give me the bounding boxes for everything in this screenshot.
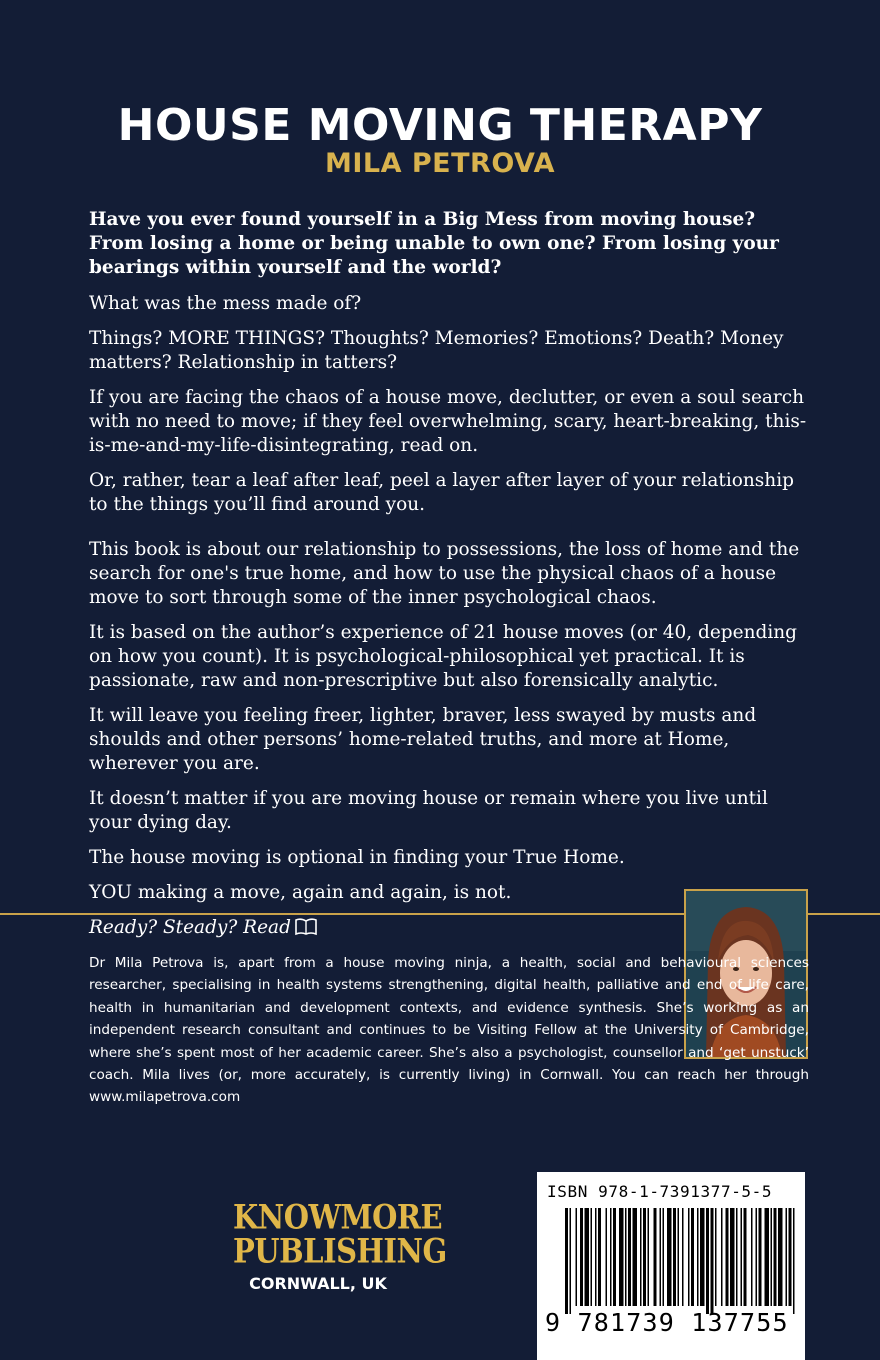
- barcode-bar: [715, 1208, 717, 1306]
- barcode-bar: [654, 1208, 657, 1306]
- barcode-bar: [759, 1208, 762, 1306]
- blurb-paragraph: The house moving is optional in finding your True Home.: [89, 847, 625, 868]
- blurb-paragraph: YOU making a move, again and again, is not.: [89, 882, 512, 903]
- blurb-paragraph: It doesn’t matter if you are moving house or remain where you live until your dying day.: [89, 788, 768, 833]
- barcode-bar: [625, 1208, 627, 1306]
- barcode-bar: [660, 1208, 662, 1306]
- blurb-paragraph: It will leave you feeling freer, lighter, braver, less swayed by musts and shoulds and other persons’ home-related truths, and more at Home, wherever you are.: [89, 705, 757, 774]
- barcode-bar: [730, 1208, 735, 1306]
- barcode-bar: [744, 1208, 747, 1306]
- publisher-name-line2: PUBLISHING: [233, 1231, 447, 1271]
- barcode-bar: [789, 1208, 792, 1306]
- blurb-paragraph: It is based on the author’s experience of 21 house moves (or 40, depending on how you count). It is psychological-philosophical yet practical. It is passionate, raw and non-prescriptive but also forensically analytic.: [89, 622, 798, 691]
- blurb-lead: Have you ever found yourself in a Big Mess from moving house? From losing a home or being unable to own one? From losing your bearings within yourself and the world?: [89, 209, 779, 278]
- barcode-bar: [793, 1208, 795, 1314]
- publisher-logo: [233, 1197, 447, 1293]
- barcode-bar: [619, 1208, 624, 1306]
- isbn-barcode: [537, 1172, 805, 1360]
- blurb-paragraph: If you are facing the chaos of a house move, declutter, or even a soul search with no need to move; if they feel overwhelming, scary, heart-breaking, this-is-me-and-my-life-disintegrating, read on.: [89, 387, 807, 456]
- ready-text: Ready? Steady? Read: [89, 917, 291, 938]
- barcode-bar: [585, 1208, 590, 1306]
- barcode-bar: [591, 1208, 593, 1306]
- barcode-bar: [786, 1208, 788, 1306]
- barcode-bar: [741, 1208, 743, 1306]
- author-bio: [89, 952, 809, 1109]
- author-name: MILA PETROVA: [324, 148, 556, 179]
- barcode-bar: [570, 1208, 572, 1314]
- barcode-bar: [700, 1208, 705, 1306]
- barcode-bar: [606, 1208, 608, 1306]
- blurb-paragraph: Things? MORE THINGS? Thoughts? Memories? Emotions? Death? Money matters? Relationship in tatters?: [89, 328, 784, 373]
- barcode-bar: [613, 1208, 616, 1306]
- barcode-bar: [598, 1208, 601, 1306]
- barcode-bar: [756, 1208, 758, 1306]
- publisher-location: CORNWALL, UK: [249, 1274, 387, 1293]
- barcode-bar: [673, 1208, 676, 1306]
- barcode-bar: [697, 1208, 699, 1306]
- barcode-digits: 9 781739 137755: [545, 1308, 789, 1337]
- barcode-bar: [663, 1208, 665, 1306]
- barcode-bar: [580, 1208, 583, 1306]
- bio-text: Dr Mila Petrova is, apart from a house moving ninja, a health, social and behavioural sciences researcher, specialising in health systems strengthening, digital health, palliative and end of life care, health in humanitarian and development contexts, and evidence synthesis. She’s working as an independent research consultant and continues to be Visiting Fellow at the University of Cambridge, where she’s spent most of her academic career. She’s also a psychologist, counsellor and ‘get unstuck’ coach. Mila lives (or, more accurately, is currently living) in Cornwall. You can reach her through www.milapetrova.com: [89, 955, 809, 1106]
- barcode-bar: [778, 1208, 783, 1306]
- publisher-name-line1: KNOWMORE: [233, 1197, 443, 1237]
- barcode-bar: [736, 1208, 738, 1306]
- barcode-bar: [706, 1208, 709, 1314]
- barcode-bar: [691, 1208, 694, 1306]
- blurb-paragraph: Or, rather, tear a leaf after leaf, peel a layer after layer of your relationship to the things you’ll find around you.: [89, 470, 794, 515]
- barcode-bar: [774, 1208, 777, 1306]
- barcode-bar: [726, 1208, 729, 1306]
- isbn-number: ISBN 978-1-7391377-5-5: [547, 1182, 773, 1201]
- blurb-paragraph: This book is about our relationship to possessions, the loss of home and the search for one's true home, and how to use the physical chaos of a house move to sort through some of the inner psychological chaos.: [89, 539, 800, 608]
- barcode-bar: [643, 1208, 646, 1306]
- open-book-icon: [295, 918, 317, 943]
- barcode-bar: [633, 1208, 638, 1306]
- barcode-bar: [576, 1208, 578, 1306]
- barcode-bar: [688, 1208, 690, 1306]
- barcode-bar: [765, 1208, 770, 1306]
- barcode-bar: [682, 1208, 684, 1306]
- barcode-bar: [667, 1208, 672, 1306]
- barcode-bar: [678, 1208, 680, 1306]
- back-cover-blurb: [89, 208, 815, 954]
- barcode-bar: [751, 1208, 753, 1306]
- book-title: HOUSE MOVING THERAPY: [117, 100, 763, 151]
- barcode-bar: [565, 1208, 568, 1314]
- blurb-paragraph: What was the mess made of?: [89, 293, 362, 314]
- barcode-bar: [640, 1208, 642, 1306]
- barcode-bar: [648, 1208, 650, 1306]
- barcode-bar: [721, 1208, 723, 1306]
- barcode-bar: [610, 1208, 612, 1306]
- barcode-bar: [595, 1208, 597, 1306]
- barcode-bar: [771, 1208, 773, 1306]
- barcode-bar: [711, 1208, 714, 1314]
- barcode-bar: [628, 1208, 631, 1306]
